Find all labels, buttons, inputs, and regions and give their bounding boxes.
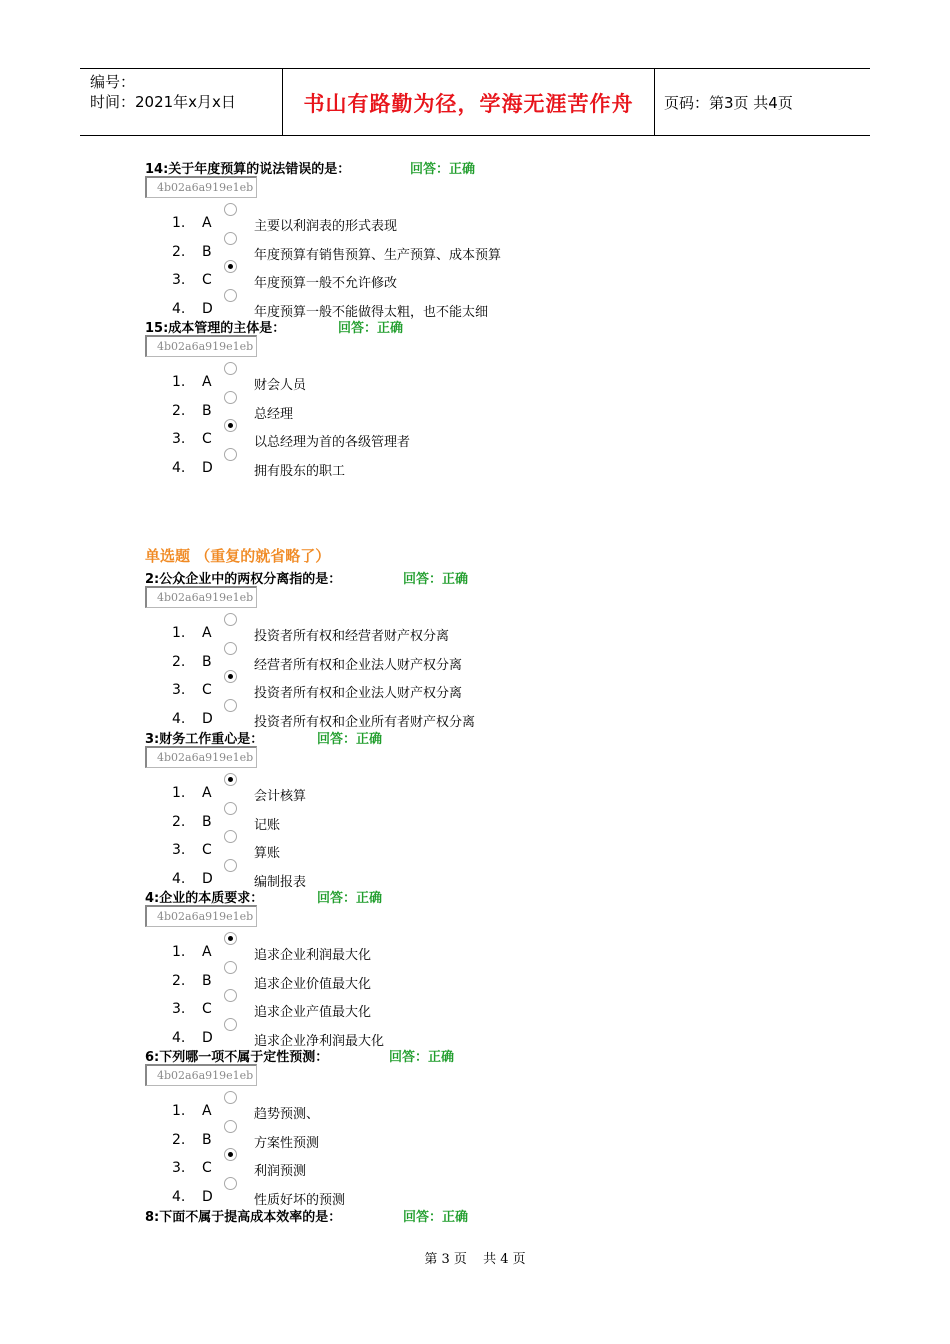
option-number: 2. [172,653,186,670]
question-code-field[interactable]: 4b02a6a919e1eb [145,1064,257,1086]
option-text: 编制报表 [254,874,307,890]
option-number: 1. [172,1103,186,1119]
option-letter: A [202,1103,212,1119]
option-text: 财会人员 [254,378,307,393]
option-number: 1. [172,625,186,641]
option-text: 投资者所有权和企业法人财产权分离 [254,686,463,702]
question-code-field[interactable]: 4b02a6a919e1eb [145,586,257,608]
option-letter: A [202,625,212,641]
option-number: 4. [172,1029,186,1046]
footer-page-number: 第 3 页 [424,1252,467,1267]
option-number: 4. [172,710,186,727]
option-letter: C [202,1160,212,1177]
header-page-info: 页码：第3页 共4页 [664,94,793,112]
question-code-field[interactable]: 4b02a6a919e1eb [145,905,257,927]
radio-unselected-icon[interactable] [224,961,237,974]
option-letter: A [202,944,212,960]
option-letter: C [202,682,212,699]
option-letter: B [202,972,212,989]
option-letter: C [202,431,212,448]
radio-unselected-icon[interactable] [224,613,237,626]
option-letter: D [202,1029,213,1046]
question-title: 8:下面不属于提高成本效率的是： [145,1210,342,1225]
radio-unselected-icon[interactable] [224,203,237,216]
answer-status: 回答：正确 [410,162,476,177]
option-text: 年度预算一般不能做得太粗，也不能太细 [254,304,489,320]
question-code-field[interactable]: 4b02a6a919e1eb [145,335,257,357]
option-letter: D [202,1188,213,1205]
footer-page-total: 共 4 页 [483,1252,526,1267]
option-number: 3. [172,272,186,289]
radio-unselected-icon[interactable] [224,362,237,375]
radio-selected-icon[interactable] [224,773,237,786]
option-letter: B [202,243,212,260]
header-top-rule [80,68,870,69]
radio-selected-icon[interactable] [224,1148,237,1161]
option-text: 会计核算 [254,789,307,804]
option-number: 3. [172,842,186,859]
radio-unselected-icon[interactable] [224,232,237,245]
page-footer [0,1248,950,1267]
option-text: 利润预测 [254,1164,307,1180]
option-text: 记账 [254,817,281,833]
answer-status: 回答：正确 [389,1050,455,1065]
option-letter: B [202,1131,212,1148]
option-number: 4. [172,300,186,317]
header-divider-right [654,68,655,136]
option-text: 追求企业净利润最大化 [254,1033,385,1049]
radio-unselected-icon[interactable] [224,448,237,461]
option-number: 2. [172,402,186,419]
question-code-field[interactable]: 4b02a6a919e1eb [145,746,257,768]
option-number: 2. [172,243,186,260]
option-letter: A [202,215,212,231]
option-letter: B [202,653,212,670]
option-text: 以总经理为首的各级管理者 [254,435,411,451]
radio-unselected-icon[interactable] [224,699,237,712]
option-number: 3. [172,1001,186,1018]
option-letter: B [202,402,212,419]
radio-unselected-icon[interactable] [224,1120,237,1133]
option-number: 2. [172,1131,186,1148]
radio-unselected-icon[interactable] [224,289,237,302]
option-text: 趋势预测、 [254,1107,320,1122]
option-text: 方案性预测 [254,1135,320,1151]
radio-selected-icon[interactable] [224,932,237,945]
radio-selected-icon[interactable] [224,260,237,273]
option-number: 1. [172,374,186,390]
option-letter: C [202,272,212,289]
answer-status: 回答：正确 [403,572,469,587]
radio-unselected-icon[interactable] [224,642,237,655]
section-title: 单选题 （重复的就省略了） [145,547,331,565]
option-text: 追求企业利润最大化 [254,948,372,963]
option-text: 经营者所有权和企业法人财产权分离 [254,657,463,673]
option-number: 4. [172,459,186,476]
question-title: 4:企业的本质要求： [145,891,264,906]
header-meta [90,72,236,112]
header-motto: 书山有路勤为径，学海无涯苦作舟 [303,91,634,116]
option-letter: D [202,459,213,476]
option-number: 1. [172,785,186,801]
radio-unselected-icon[interactable] [224,989,237,1002]
option-letter: D [202,300,213,317]
option-letter: C [202,842,212,859]
document-number: 编号： [90,73,136,91]
option-text: 总经理 [254,406,294,422]
radio-unselected-icon[interactable] [224,830,237,843]
option-number: 1. [172,215,186,231]
radio-unselected-icon[interactable] [224,1177,237,1190]
option-text: 算账 [254,846,281,862]
answer-status: 回答：正确 [338,321,404,336]
radio-unselected-icon[interactable] [224,391,237,404]
option-number: 4. [172,870,186,887]
option-text: 追求企业价值最大化 [254,976,372,992]
answer-status: 回答：正确 [317,891,383,906]
radio-selected-icon[interactable] [224,670,237,683]
option-text: 拥有股东的职工 [254,463,346,479]
document-time: 时间：2021年x月x日 [90,93,236,111]
option-letter: A [202,785,212,801]
option-letter: B [202,813,212,830]
option-letter: C [202,1001,212,1018]
question-code-field[interactable]: 4b02a6a919e1eb [145,176,257,198]
option-text: 投资者所有权和企业所有者财产权分离 [254,714,476,730]
option-number: 2. [172,813,186,830]
radio-selected-icon[interactable] [224,419,237,432]
header-bottom-rule [80,135,870,136]
option-number: 4. [172,1188,186,1205]
question-title: 2:公众企业中的两权分离指的是： [145,572,342,587]
option-letter: D [202,710,213,727]
option-number: 2. [172,972,186,989]
option-number: 3. [172,682,186,699]
option-text: 主要以利润表的形式表现 [254,219,398,234]
question-title: 14:关于年度预算的说法错误的是： [145,162,351,177]
option-text: 年度预算一般不允许修改 [254,276,398,292]
question-title: 6:下列哪一项不属于定性预测： [145,1050,329,1065]
option-number: 3. [172,1160,186,1177]
answer-status: 回答：正确 [317,732,383,747]
question-title: 3:财务工作重心是： [145,732,264,747]
option-text: 追求企业产值最大化 [254,1005,372,1021]
radio-unselected-icon[interactable] [224,859,237,872]
option-number: 3. [172,431,186,448]
radio-unselected-icon[interactable] [224,802,237,815]
option-letter: A [202,374,212,390]
option-text: 年度预算有销售预算、生产预算、成本预算 [254,247,502,263]
option-text: 投资者所有权和经营者财产权分离 [254,629,450,644]
option-text: 性质好坏的预测 [254,1192,346,1208]
option-number: 1. [172,944,186,960]
answer-status: 回答：正确 [403,1210,469,1225]
option-letter: D [202,870,213,887]
radio-unselected-icon[interactable] [224,1091,237,1104]
question-title: 15:成本管理的主体是： [145,321,286,336]
radio-unselected-icon[interactable] [224,1018,237,1031]
